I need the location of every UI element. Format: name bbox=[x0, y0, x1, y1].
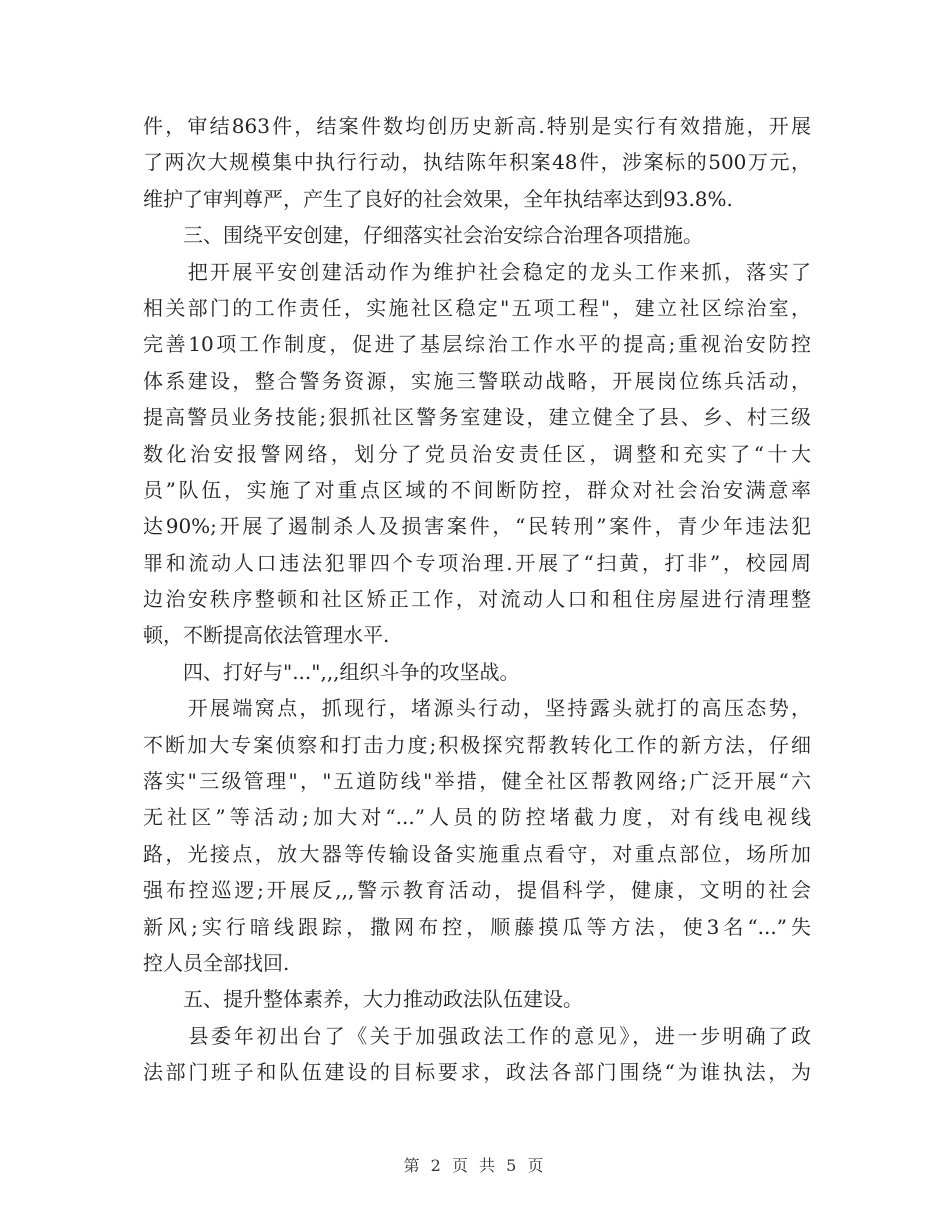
text-line: 县委年初出台了《关于加强政法工作的意见》，进一步明确了政 bbox=[143, 1023, 811, 1048]
text-line: 提高警员业务技能;狠抓社区警务室建设，建立健全了县、乡、村三级 bbox=[143, 405, 811, 430]
text-line: 了两次大规模集中执行行动，执结陈年积案48件，涉案标的500万元， bbox=[143, 150, 811, 175]
section-heading: 三、围绕平安创建，仔细落实社会治安综合治理各项措施。 bbox=[143, 223, 703, 248]
text-line: 相关部门的工作责任，实施社区稳定"五项工程"，建立社区综治室， bbox=[143, 295, 811, 320]
text-line: 件，审结863件，结案件数均创历史新高.特别是实行有效措施，开展 bbox=[143, 114, 811, 138]
text-line: 路，光接点，放大器等传输设备实施重点看守，对重点部位，场所加 bbox=[143, 841, 811, 866]
section-heading: 四、打好与"...",,,组织斗争的攻坚战。 bbox=[143, 659, 520, 684]
section-heading: 五、提升整体素养，大力推动政法队伍建设。 bbox=[143, 987, 583, 1012]
text-line: 不断加大专案侦察和打击力度;积极探究帮教转化工作的新方法，仔细 bbox=[143, 732, 811, 757]
text-line: 强布控巡逻;开展反,,,警示教育活动，提倡科学，健康，文明的社会 bbox=[143, 878, 811, 903]
text-line: 落实"三级管理"，"五道防线"举措，健全社区帮教网络;广泛开展“六 bbox=[143, 769, 811, 794]
text-line: 体系建设，整合警务资源，实施三警联动战略，开展岗位练兵活动， bbox=[143, 368, 811, 393]
text-line: 无社区”等活动;加大对“...”人员的防控堵截力度，对有线电视线 bbox=[143, 805, 811, 830]
text-line: 开展端窝点，抓现行，堵源头行动，坚持露头就打的高压态势， bbox=[143, 696, 811, 721]
text-line: 达90%;开展了遏制杀人及损害案件，“民转刑”案件，青少年违法犯 bbox=[143, 514, 811, 539]
text-line: 控人员全部找回. bbox=[143, 950, 290, 975]
text-line: 新风;实行暗线跟踪，撒网布控，顺藤摸瓜等方法，使3名“...”失 bbox=[143, 914, 811, 939]
text-line: 法部门班子和队伍建设的目标要求，政法各部门围绕“为谁执法，为 bbox=[143, 1060, 811, 1085]
text-line: 员”队伍，实施了对重点区域的不间断防控，群众对社会治安满意率 bbox=[143, 477, 811, 502]
text-line: 把开展平安创建活动作为维护社会稳定的龙头工作来抓，落实了 bbox=[143, 259, 811, 284]
text-line: 顿，不断提高依法管理水平. bbox=[143, 623, 390, 648]
text-line: 罪和流动人口违法犯罪四个专项治理.开展了“扫黄，打非”，校园周 bbox=[143, 550, 811, 575]
body-text bbox=[143, 108, 811, 1091]
text-line: 完善10项工作制度，促进了基层综治工作水平的提高;重视治安防控 bbox=[143, 332, 811, 357]
text-line: 边治安秩序整顿和社区矫正工作，对流动人口和租住房屋进行清理整 bbox=[143, 587, 811, 612]
text-line: 数化治安报警网络，划分了党员治安责任区，调整和充实了“十大 bbox=[143, 441, 811, 466]
page-number-footer: 第 2 页 共 5 页 bbox=[403, 1156, 547, 1175]
text-line: 维护了审判尊严，产生了良好的社会效果，全年执结率达到93.8%. bbox=[143, 186, 733, 211]
